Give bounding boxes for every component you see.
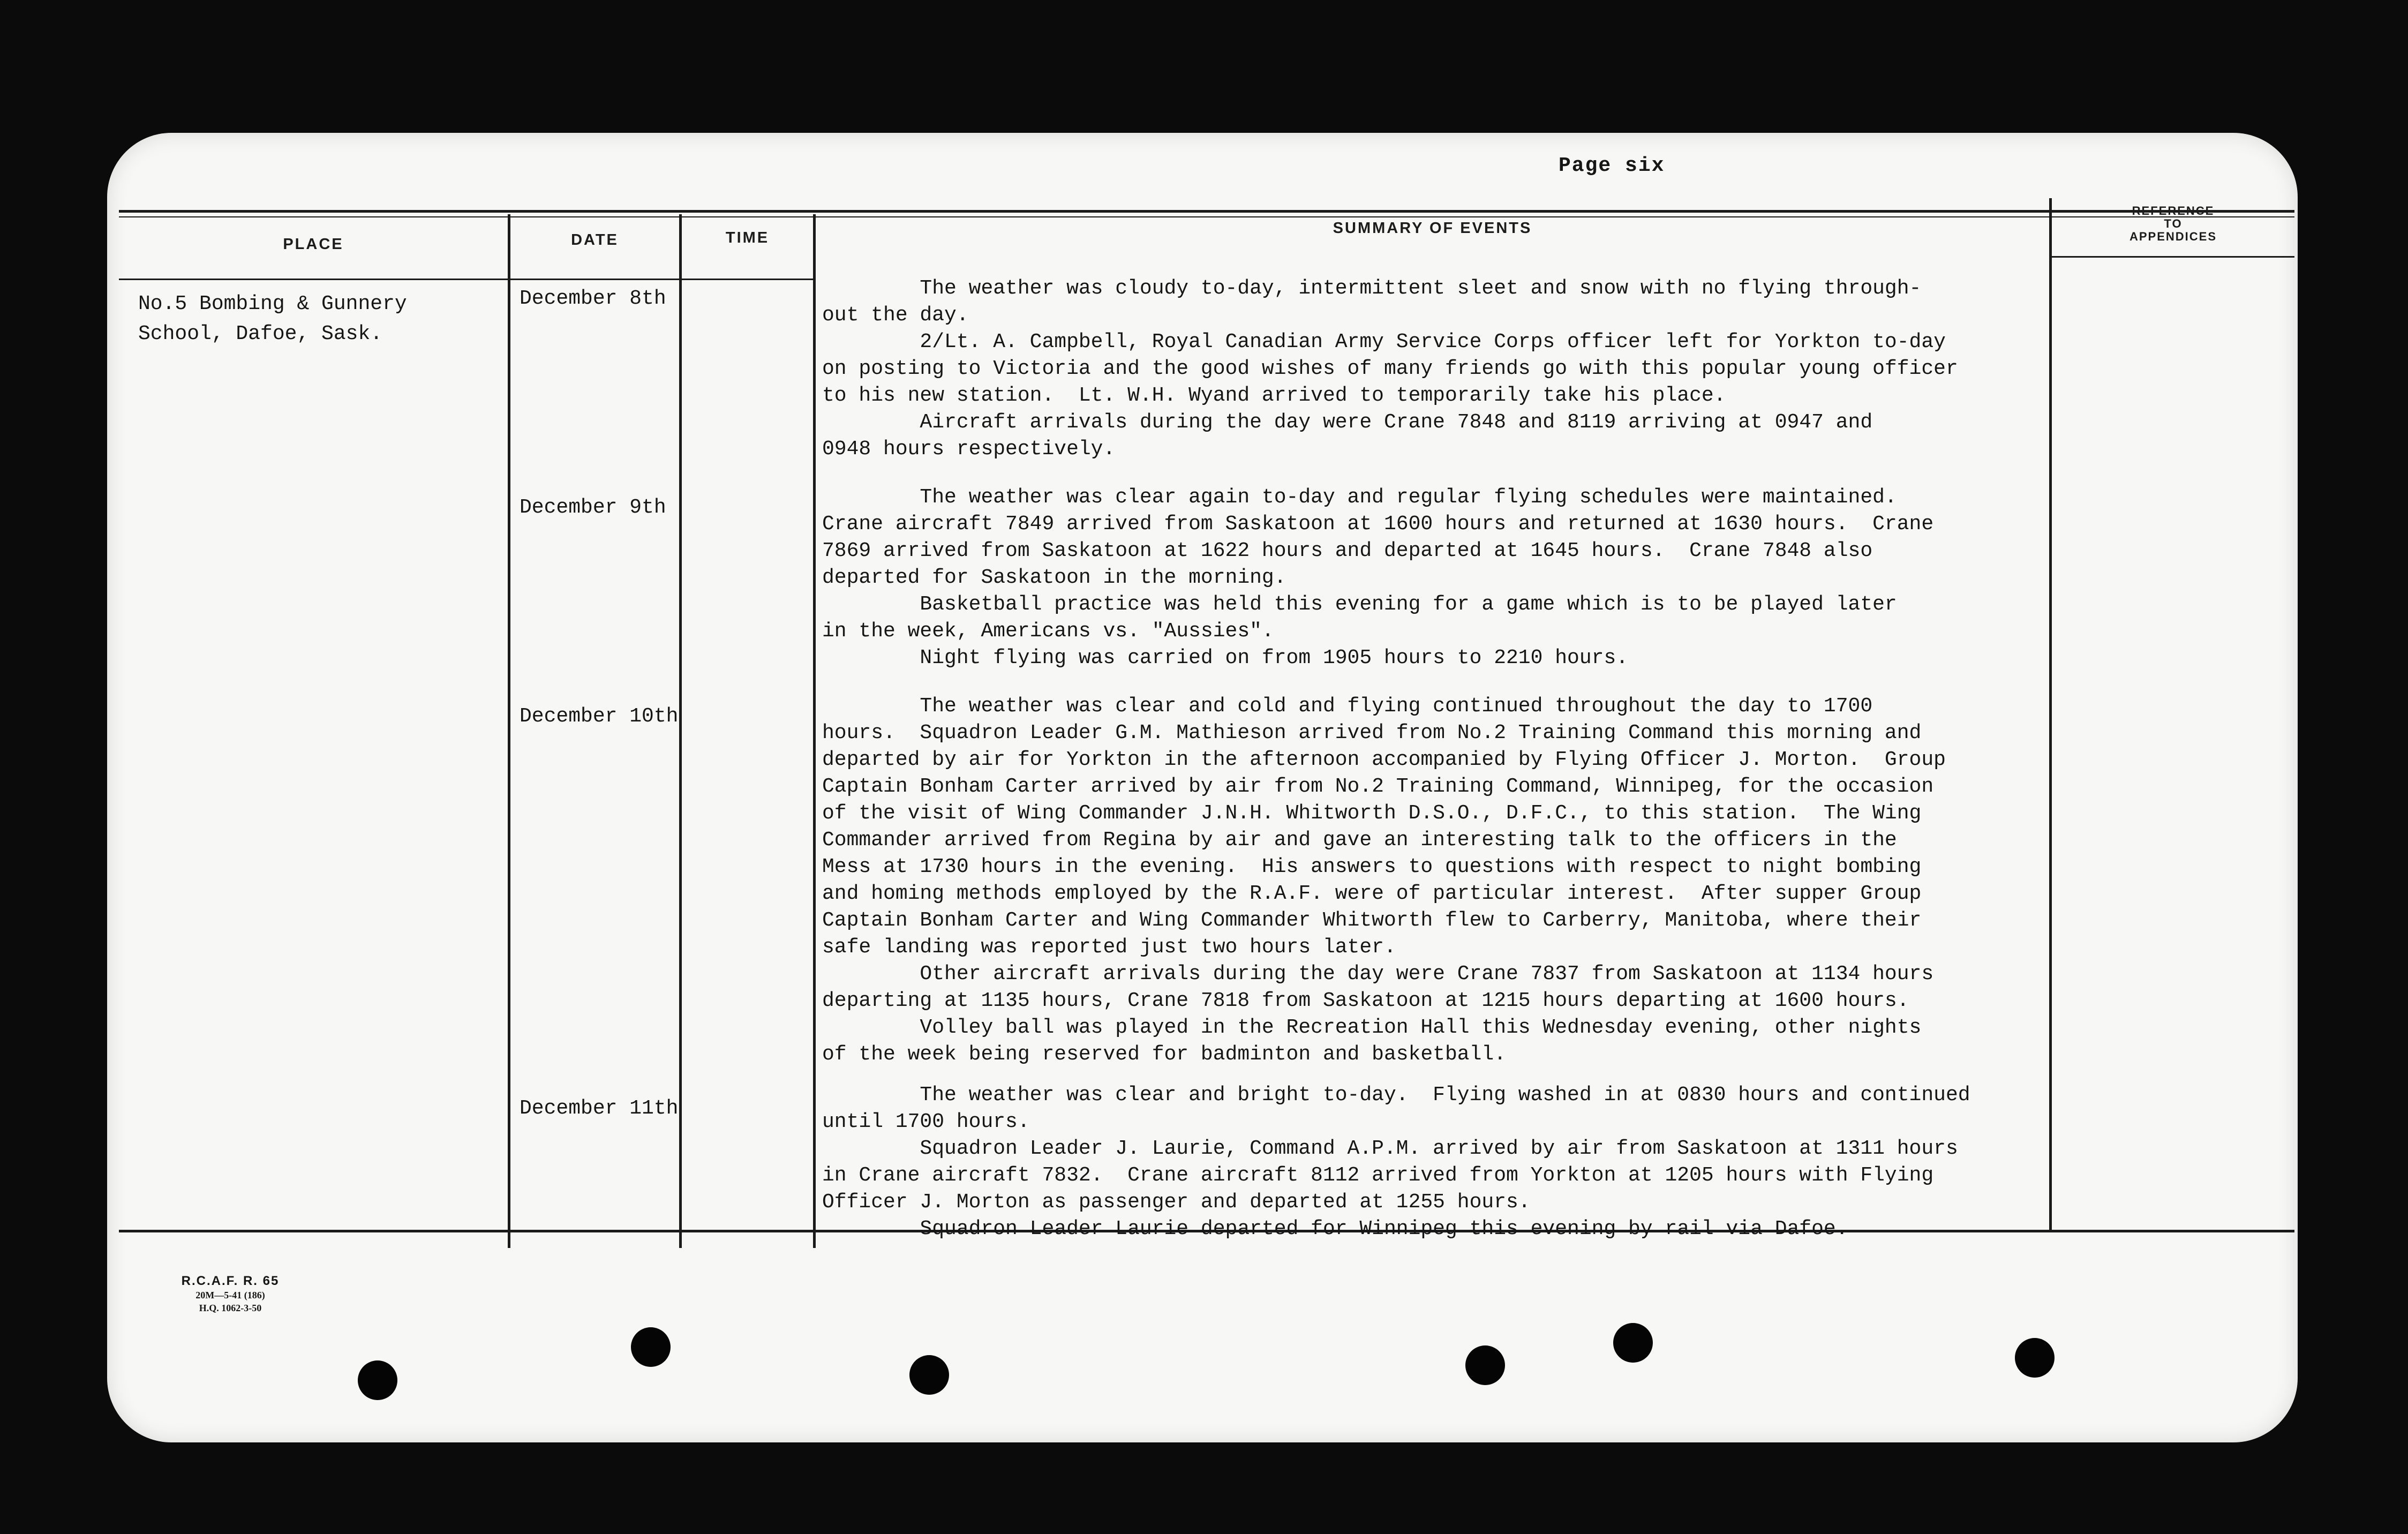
top-rule: [119, 210, 2294, 213]
header-rule-ref: [2051, 256, 2294, 258]
entry-december-9: The weather was clear again to-day and regular flying schedules were maintained. Crane aircraft 7849 arrived from Saskatoon at 1600 hours and returned at 1630 hours. Crane 7869 arrived from Saskatoon at 1622 hours and departed at 1645 hours. Crane 7848 also departed for Saskatoon in the morning. Basketball practice was held this evening for a game which is to be played later in the week, Americans vs. "Aussies". Night flying was carried on from 1905 hours to 2210 hours.: [822, 486, 1934, 670]
page-number: Page six: [1559, 154, 1665, 177]
place-text: No.5 Bombing & Gunnery School, Dafoe, Sask.: [138, 292, 407, 345]
date-december-11: December 11th: [520, 1097, 679, 1120]
punch-hole: [1465, 1345, 1505, 1385]
entry-december-11: The weather was clear and bright to-day. Flying washed in at 0830 hours and continued until 1700 hours. Squadron Leader J. Laurie, Command A.P.M. arrived by air from Saskatoon at 1311 hours in Crane aircraft 7832. Crane aircraft 8112 arrived from Yorkton at 1205 hours with Flying Officer J. Morton as passenger and departed at 1255 hours. Squadron Leader Laurie departed for Winnipeg this evening by rail via Dafoe.: [822, 1084, 1970, 1240]
punch-hole: [909, 1355, 949, 1395]
top-rule-thin: [119, 216, 2294, 217]
punch-hole: [2015, 1338, 2055, 1378]
date-december-8: December 8th: [520, 287, 666, 310]
header-date: DATE: [571, 231, 619, 249]
date-december-9: December 9th: [520, 496, 666, 519]
column-divider-time: [813, 214, 816, 1248]
header-summary: SUMMARY OF EVENTS: [1333, 220, 1532, 237]
header-rule: [119, 279, 815, 280]
header-place: PLACE: [283, 236, 344, 253]
entry-december-10: The weather was clear and cold and flying continued throughout the day to 1700 hours. Squadron Leader G.M. Mathieson arrived from No.2 Training Command this morning and departed by air for Yorkton in the afternoon accompanied by Flying Officer J. Morton. Group Captain Bonham Carter arrived by air from No.2 Training Command, Winnipeg, for the occasion of the visit of Wing Commander J.N.H. Whitworth D.S.O., D.F.C., to this station. The Wing Commander arrived from Regina by air and gave an interesting talk to the officers in the Mess at 1730 hours in the evening. His answers to questions with respect to night bombing and homing methods employed by the R.A.F. were of particular interest. After supper Group Captain Bonham Carter and Wing Commander Whitworth flew to Carberry, Manitoba, where their safe landing was reported just two hours later. Other aircraft arrivals during the day were Crane 7837 from Saskatoon at 1134 hours departing at 1135 hours, Crane 7818 from Saskatoon at 1215 hours departing at 1600 hours. Volley ball was played in the Recreation Hall this Wednesday evening, other nights of the week being reserved for badminton and basketball.: [822, 695, 1946, 1066]
form-reference: R.C.A.F. R. 65 20M—5-41 (186) H.Q. 1062-3-50: [181, 1274, 280, 1313]
punch-hole: [358, 1360, 397, 1400]
entry-december-8: The weather was cloudy to-day, intermittent sleet and snow with no flying through- out the day. 2/Lt. A. Campbell, Royal Canadian Army Service Corps officer left for Yorkton to-day on posting to Victoria and the good wishes of many friends go with this popular young officer to his new station. Lt. W.H. Wyand arrived to temporarily take his place. Aircraft arrivals during the day were Crane 7848 and 8119 arriving at 0947 and 0948 hours respectively.: [822, 277, 1958, 461]
header-reference: REFERENCE TO APPENDICES: [2129, 204, 2217, 243]
column-divider-date: [679, 214, 682, 1248]
date-december-10: December 10th: [520, 705, 679, 728]
punch-hole: [631, 1327, 671, 1367]
column-divider-place: [508, 214, 510, 1248]
header-time: TIME: [725, 229, 770, 246]
punch-hole: [1613, 1323, 1653, 1363]
